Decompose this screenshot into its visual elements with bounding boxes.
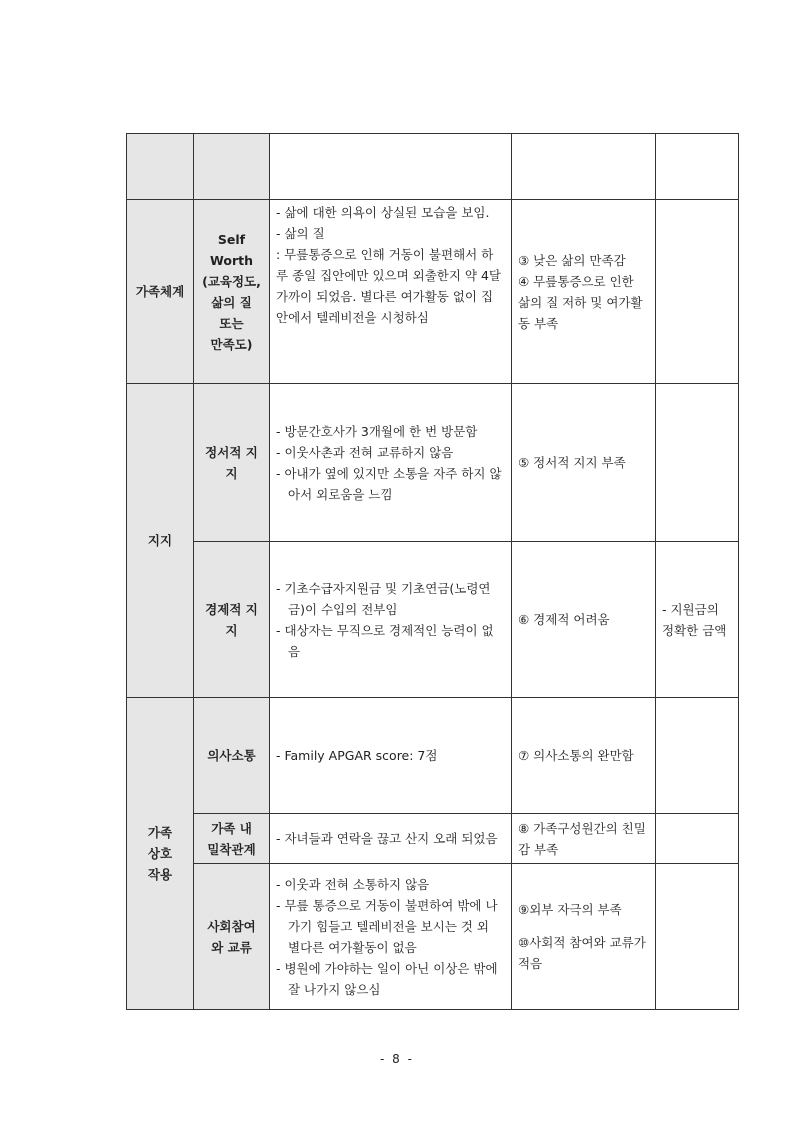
family-system-content [270, 200, 512, 384]
problem-item: ③ 낮은 삶의 만족감 [518, 252, 626, 268]
sub-social [194, 864, 270, 1010]
empty-category-cell [127, 134, 194, 200]
sub-economic-support: 경제적 지지 [194, 542, 270, 698]
social-content [270, 864, 512, 1010]
communication-content [270, 698, 512, 814]
interaction-line-1: 가족 [147, 825, 173, 840]
family-system-item: - 삶의 질 [276, 223, 505, 244]
social-line-1: 사회참여 [207, 918, 256, 934]
emotional-support-note [656, 384, 739, 542]
economic-support-item: - 대상자는 무직으로 경제적인 능력이 없음 [276, 620, 505, 662]
sub-communication: 의사소통 [194, 698, 270, 814]
table-row-empty [127, 134, 739, 200]
sub-intimacy [194, 814, 270, 864]
page-number: - 8 - [380, 1052, 414, 1066]
family-system-problems [512, 200, 656, 384]
social-item: - 이웃과 전혀 소통하지 않음 [276, 874, 505, 895]
self-worth-line-6: 만족도) [210, 336, 253, 352]
family-system-item: - 삶에 대한 의욕이 상실된 모습을 보임. [276, 202, 505, 223]
table-row-social [127, 864, 739, 1010]
family-system-detail: : 무릎통증으로 인해 거동이 불편해서 하루 종일 집안에만 있으며 외출한지 약 4달 가까이 되었음. 별다른 여가활동 없이 집안에서 텔레비전을 시청하심 [276, 247, 501, 325]
emotional-support-problem: ⑤ 정서적 지지 부족 [512, 384, 656, 542]
social-item: - 병원에 가야하는 일이 아닌 이상은 밖에 잘 나가지 않으심 [276, 958, 505, 1000]
category-support: 지지 [127, 384, 194, 698]
table-row-intimacy [127, 814, 739, 864]
intimacy-line-1: 가족 내 [211, 820, 252, 836]
economic-support-problem: ⑥ 경제적 어려움 [512, 542, 656, 698]
communication-note [656, 698, 739, 814]
self-worth-line-1: Self [217, 231, 246, 247]
interaction-line-3: 작용 [147, 867, 173, 882]
social-note [656, 864, 739, 1010]
category-family-system: 가족체계 [127, 200, 194, 384]
economic-support-note: - 지원금의 정확한 금액 [656, 542, 739, 698]
self-worth-line-5: 또는 [219, 315, 244, 331]
intimacy-item: - 자녀들과 연락을 끊고 산지 오래 되었음 [276, 828, 505, 849]
intimacy-line-2: 밀착관계 [207, 841, 256, 857]
table-row-communication [127, 698, 739, 814]
self-worth-line-2: Worth [210, 252, 253, 268]
economic-support-item: - 기초수급자지원금 및 기초연금(노령연금)이 수입의 전부임 [276, 578, 505, 620]
problem-item: ⑨외부 자극의 부족 [518, 902, 622, 917]
assessment-table [126, 133, 739, 1010]
problem-item: ⑩사회적 참여와 교류가 적음 [518, 935, 646, 971]
emotional-support-item: - 방문간호사가 3개월에 한 번 방문함 [276, 421, 505, 442]
table-row-family-system [127, 200, 739, 384]
problem-item: ④ 무릎통증으로 인한 삶의 질 저하 및 여가활동 부족 [518, 273, 643, 331]
emotional-support-content [270, 384, 512, 542]
communication-item: - Family APGAR score: 7점 [276, 745, 505, 766]
social-line-2: 와 교류 [211, 939, 252, 955]
economic-support-content [270, 542, 512, 698]
sub-emotional-support: 정서적 지지 [194, 384, 270, 542]
sub-self-worth [194, 200, 270, 384]
interaction-line-2: 상호 [147, 846, 173, 861]
social-item: - 무릎 통증으로 거동이 불편하여 밖에 나가기 힘들고 텔레비전을 보시는 것 외 별다른 여가활동이 없음 [276, 895, 505, 958]
empty-note-cell [656, 134, 739, 200]
self-worth-line-4: 삶의 질 [211, 294, 252, 310]
table-row-emotional-support [127, 384, 739, 542]
empty-content-cell [270, 134, 512, 200]
self-worth-line-3: (교육정도, [202, 273, 261, 289]
intimacy-content [270, 814, 512, 864]
emotional-support-item: - 이웃사촌과 전혀 교류하지 않음 [276, 442, 505, 463]
empty-sub-cell [194, 134, 270, 200]
social-problems [512, 864, 656, 1010]
table-row-economic-support [127, 542, 739, 698]
family-system-note [656, 200, 739, 384]
category-interaction [127, 698, 194, 1010]
intimacy-problem: ⑧ 가족구성원간의 친밀감 부족 [512, 814, 656, 864]
empty-problem-cell [512, 134, 656, 200]
emotional-support-item: - 아내가 옆에 있지만 소통을 자주 하지 않아서 외로움을 느낌 [276, 463, 505, 505]
intimacy-note [656, 814, 739, 864]
communication-problem: ⑦ 의사소통의 완만함 [512, 698, 656, 814]
